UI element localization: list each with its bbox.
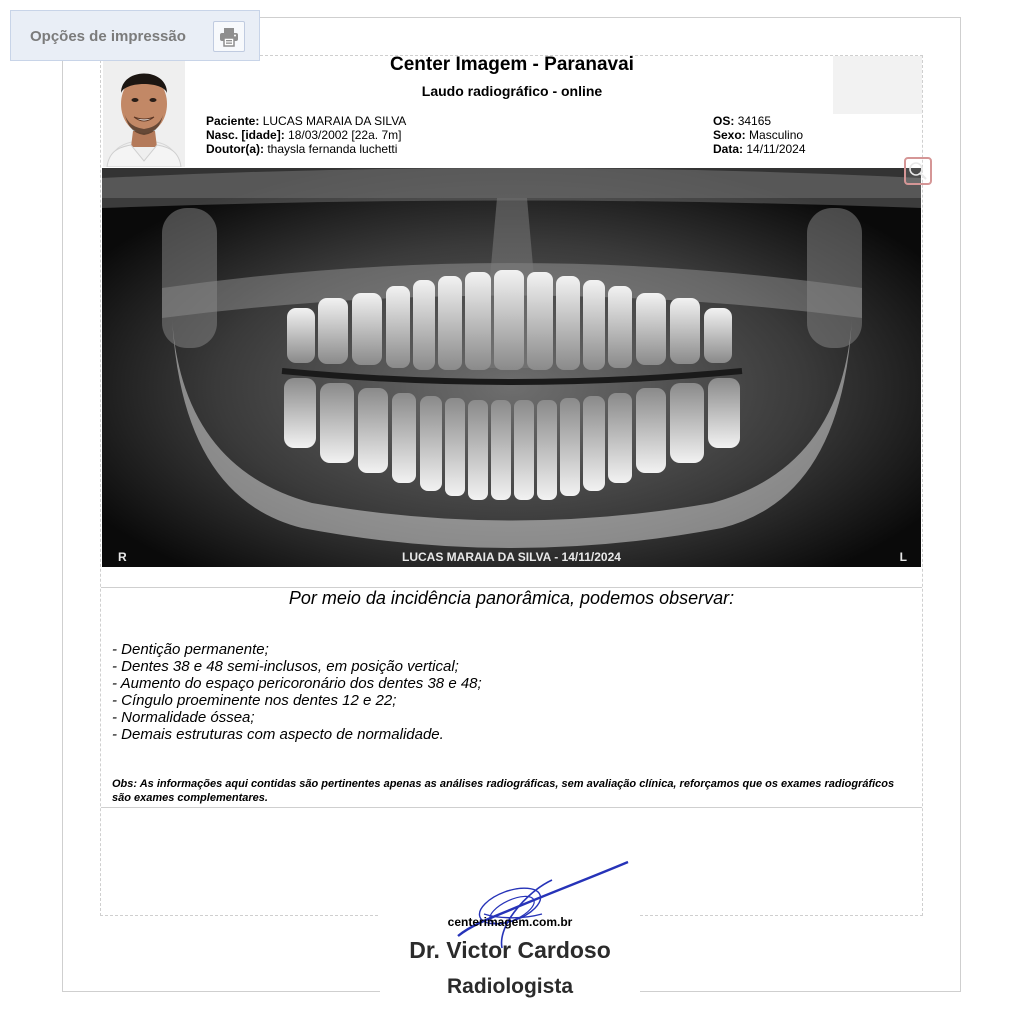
divider-bottom <box>101 807 922 808</box>
patient-doctor-row: Doutor(a): thaysla fernanda luchetti <box>206 142 398 156</box>
print-options-panel <box>10 10 260 61</box>
findings-list <box>112 641 482 743</box>
patient-birth: 18/03/2002 [22a. 7m] <box>288 128 402 142</box>
xray-left-marker: L <box>899 550 907 564</box>
date-row: Data: 14/11/2024 <box>713 142 806 156</box>
findings-title: Por meio da incidência panorâmica, podemos observar: <box>288 588 735 608</box>
sex-row: Sexo: Masculino <box>713 128 804 142</box>
print-button[interactable] <box>213 21 245 52</box>
panoramic-xray-image[interactable] <box>102 168 921 567</box>
zoom-icon[interactable] <box>904 157 932 185</box>
print-options-label: Opções de impressão <box>30 28 186 45</box>
list-item: - Normalidade óssea; <box>112 709 255 726</box>
signature-area <box>380 840 640 998</box>
list-item: - Dentes 38 e 48 semi-inclusos, em posição vertical; <box>112 658 459 675</box>
patient-name: LUCAS MARAIA DA SILVA <box>262 114 407 128</box>
printer-icon <box>219 27 239 47</box>
exam-date: 14/11/2024 <box>746 142 806 156</box>
patient-info-left <box>206 114 406 156</box>
os-row: OS: 34165 <box>713 114 772 128</box>
radiologist-name: Dr. Victor Cardoso <box>409 937 611 963</box>
xray-right-marker: R <box>118 550 127 564</box>
patient-photo <box>103 57 185 167</box>
clinic-logo-placeholder <box>833 56 922 114</box>
website-text: centerimagem.com.br <box>447 915 573 929</box>
patient-name-row: Paciente: LUCAS MARAIA DA SILVA <box>206 114 407 128</box>
clinic-name: Center Imagem - Paranavai <box>390 54 634 75</box>
observation-note: Obs: As informações aqui contidas são pertinentes apenas as análises radiográficas, sem avaliação clínica, reforçamos que os exames radiográficos são exames complementares. <box>112 778 895 804</box>
list-item: - Aumento do espaço pericoronário dos dentes 38 e 48; <box>112 675 482 692</box>
patient-birth-row: Nasc. [idade]: 18/03/2002 [22a. 7m] <box>206 128 402 142</box>
list-item: - Cíngulo proeminente nos dentes 12 e 22; <box>112 692 397 709</box>
patient-info-right <box>713 114 806 156</box>
patient-sex: Masculino <box>749 128 804 142</box>
xray-caption: LUCAS MARAIA DA SILVA - 14/11/2024 <box>402 550 621 564</box>
radiologist-role: Radiologista <box>446 975 573 998</box>
patient-doctor: thaysla fernanda luchetti <box>267 142 398 156</box>
os-number: 34165 <box>737 114 772 128</box>
list-item: - Dentição permanente; <box>112 641 269 658</box>
list-item: - Demais estruturas com aspecto de normalidade. <box>112 726 444 743</box>
report-subtitle: Laudo radiográfico - online <box>421 83 603 99</box>
